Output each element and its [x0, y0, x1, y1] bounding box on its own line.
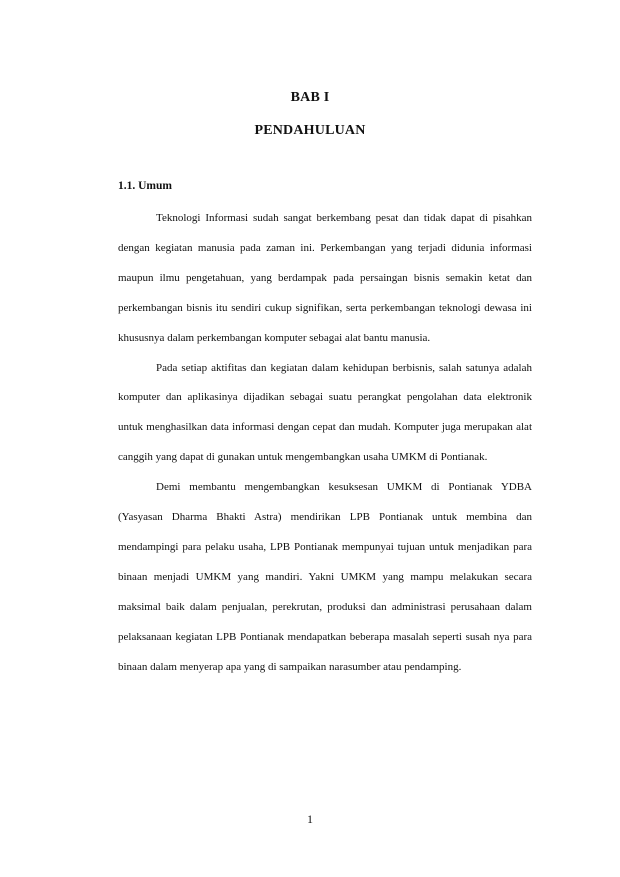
paragraph: Teknologi Informasi sudah sangat berkembang pesat dan tidak dapat di pisahkan dengan kegiatan manusia pada zaman ini. Perkembangan yang terjadi didunia informasi maupun ilmu pengetahuan, yang berdampak pada persaingan bisnis semakin ketat dan perkembangan bisnis itu sendiri cukup signifikan, serta perkembangan teknologi dewasa ini khususnya dalam perkembangan komputer sebagai alat bantu manusia. [118, 212, 532, 344]
paragraph: Pada setiap aktifitas dan kegiatan dalam kehidupan berbisnis, salah satunya adalah komputer dan aplikasinya dijadikan sebagai suatu perangkat pengolahan data elektronik untuk menghasilkan data informasi dengan cepat dan mudah. Komputer juga merupakan alat canggih yang dapat di gunakan untuk mengembangkan usaha UMKM di Pontianak. [118, 361, 532, 464]
body-text [118, 204, 532, 683]
section-title: 1.1. Umum [118, 180, 172, 192]
chapter-heading: BAB I [290, 90, 330, 105]
page-number: 1 [307, 812, 313, 826]
paragraph: Demi membantu mengembangkan kesuksesan UMKM di Pontianak YDBA (Yasyasan Dharma Bhakti Astra) mendirikan LPB Pontianak untuk membina dan mendampingi para pelaku usaha, LPB Pontianak mempunyai tujuan untuk menjadikan para binaan menjadi UMKM yang mandiri. Yakni UMKM yang mampu melakukan secara maksimal baik dalam penjualan, perekrutan, produksi dan administrasi perusahaan dalam pelaksanaan kegiatan LPB Pontianak mendapatkan beberapa masalah seperti susah nya para binaan dalam menyerap apa yang di sampaikan narasumber atau pendamping. [118, 481, 532, 673]
chapter-title: PENDAHULUAN [254, 123, 366, 138]
